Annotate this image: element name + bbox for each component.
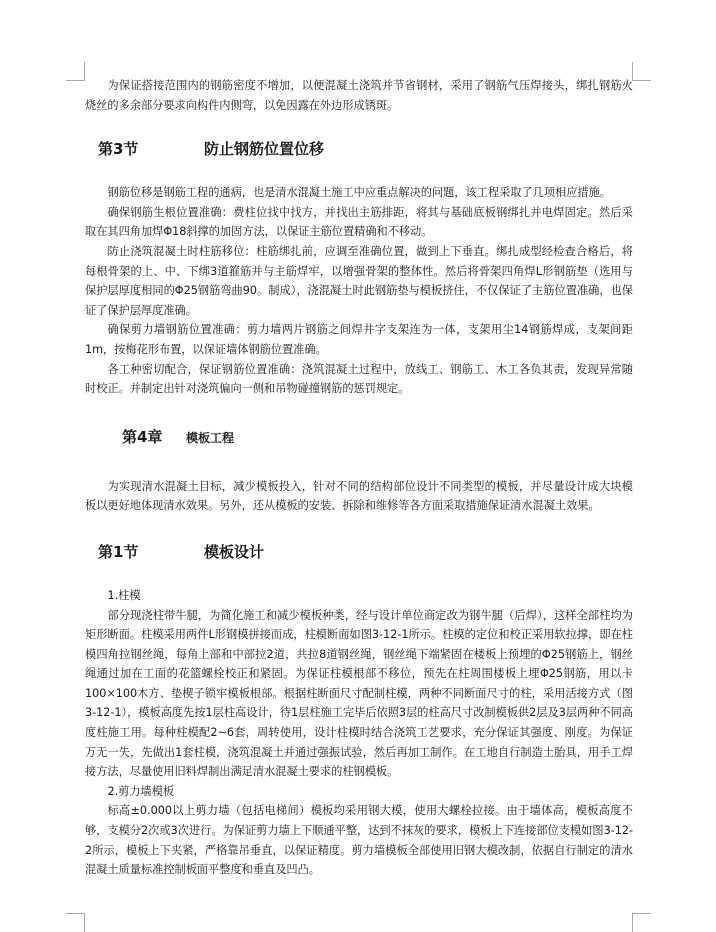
chapter-heading <box>122 425 633 449</box>
margin-mark-top-left <box>66 62 85 81</box>
margin-mark-bottom-right <box>632 913 651 932</box>
paragraph: 防止浇筑混凝土时柱筋移位：柱筋绑扎前，应调至准确位置，做到上下垂直。绑扎成型经检查合格后，将每根骨架的上、中、下绑3道箍筋并与主筋焊牢，以增强骨架的整体性。然后将骨架四角焊L形钢筋垫（选用与保护层厚度相同的Φ25钢筋弯曲90。制成），浇混凝土时此钢筋垫与模板挤住，不仅保证了主筋位置准确，也保证了保护层厚度准确。 <box>85 244 633 317</box>
margin-mark-bottom-left <box>66 913 85 932</box>
paragraph: 为实现清水混凝土目标，减少模板投入，针对不同的结构部位设计不同类型的模板，并尽量设计成大块模板以更好地体现清水效果。另外，还从模板的安装、拆除和维修等各方面采取措施保证清水混凝土效果。 <box>85 479 633 513</box>
paragraph: 标高±0.000以上剪力墙（包括电梯间）模板均采用钢大模，使用大螺栓拉接。由于墙体高，模板高度不够，支模分2次或3次进行。为保证剪力墙上下顺通平整，达到不抹灰的要求，模板上下连接部位支模如图3-12-2所示，模板上下夹紧，严格靠吊垂直，以保证精度。剪力墙模板全部使用旧钢大模改制，依据自行制定的清水混凝土质量标准控制板面平整度和垂直及凹凸。 <box>85 804 633 877</box>
paragraph: 各工种密切配合，保证钢筋位置准确：浇筑混凝土过程中，放线工、钢筋工、木工各负其责，发现异常随时校正。并制定出针对浇筑偏向一侧和吊物碰撞钢筋的惩罚规定。 <box>85 362 633 396</box>
document-body <box>85 76 633 880</box>
section-heading <box>98 137 633 161</box>
margin-mark-top-right <box>632 62 651 81</box>
section-number: 第3节 <box>98 140 139 159</box>
section-heading <box>98 540 633 564</box>
chapter-number: 第4章 <box>122 427 163 446</box>
section-title: 防止钢筋位置位移 <box>204 140 325 159</box>
section-number: 第1节 <box>98 542 139 561</box>
paragraph: 确保剪力墙钢筋位置准确：剪力墙两片钢筋之间焊井字支架连为一体，支架用尘14钢筋焊成，支架间距1m，按梅花形布置，以保证墙体钢筋位置准确。 <box>85 323 633 356</box>
paragraph: 钢筋位移是钢筋工程的通病，也是清水混凝土施工中应重点解决的问题，该工程采取了几项相应措施。 <box>107 186 611 200</box>
section-title: 模板设计 <box>204 542 265 561</box>
paragraph: 为保证搭接范围内的钢筋密度不增加，以便混凝土浇筑并节省钢材，采用了钢筋气压焊接头，绑扎钢筋火烧丝的多余部分要求向构件内侧弯，以免因露在外边形成锈斑。 <box>85 79 633 112</box>
chapter-title: 模板工程 <box>186 430 235 445</box>
subheading: 1.柱模 <box>107 588 141 602</box>
subheading: 2.剪力墙模板 <box>107 784 175 798</box>
paragraph: 确保钢筋生根位置准确：费柱位找中找方，并找出主筋排距，将其与基础底板钢绑扎并电焊固定。然后采取在其四角加焊Φ18斜撑的加固方法，以保证主筋位置精确和不移动。 <box>85 205 633 239</box>
paragraph: 部分现浇柱带牛腿，为简化施工和减少模板种类，经与设计单位商定改为钢牛腿（后焊），这样全部柱均为矩形断面。柱模采用两件L形钢模拼接而成，柱模断面如图3-12-1所示。柱模的定位和校正采用软拉撑，即在柱模四角拉钢丝绳，每角上部和中部拉2道，共拉8道钢丝绳，钢丝绳下端紧固在楼板上预埋的Φ25钢筋上，钢丝绳通过加在工面的花篮螺栓校正和紧固。为保证柱模根部不移位，预先在柱周围楼板上埋Φ25钢筋，用以卡100×100木方、垫楔子锁牢模板根部。根据柱断面尺寸配制柱模，两种不同断面尺寸的柱，采用活接方式（图3-12-1），模板高度先按1层柱高设计，待1层柱施工完毕后依照3层的柱高尺寸改制模板供2层及3层两种不同高度柱施工用。每种柱模配2~6套，周转使用，设计柱模时结合浇筑工艺要求，充分保证其强度、刚度。为保证万无一失，先做出1套柱模，浇筑混凝土并通过强振试验，然后再加工制作。在工地自行制造土胎具，用手工焊接方法，尽量使用旧料焊制出满足清水混凝土要求的柱钢模板。 <box>85 608 633 779</box>
